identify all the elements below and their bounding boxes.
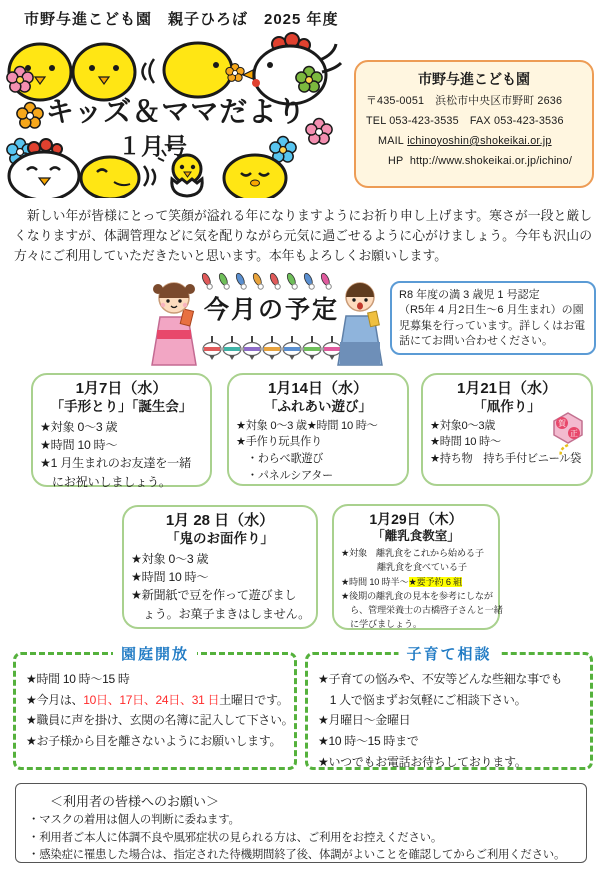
- event-title: 「離乳食教室」: [372, 528, 460, 543]
- garden-dates-suffix: 土曜日です。: [219, 692, 289, 707]
- motion-marks-icon: [143, 59, 155, 83]
- event-detail-line: ★後期の離乳食の見本を参考にしなが: [341, 590, 493, 601]
- event-detail-line: ★時間 10 時～: [131, 569, 209, 584]
- garden-open-title: 園庭開放: [113, 643, 197, 664]
- event-date: 1月 28 日（水）: [165, 512, 275, 529]
- event-detail-line: ★新聞紙で豆を作って遊びまし: [131, 588, 297, 603]
- event-detail-line: ★対象 0～3 歳: [40, 419, 118, 434]
- consultation-line: ★月曜日～金曜日: [318, 713, 411, 728]
- garden-dates-red: 10日、17日、24日、31 日: [83, 692, 220, 707]
- event-detail-line: ★対象 離乳食をこれから始める子: [341, 548, 484, 559]
- event-box-jan28: [122, 505, 318, 629]
- event-date: 1月21日（水）: [456, 380, 558, 397]
- newsletter-title: キッズ＆ママだより: [45, 96, 307, 127]
- event-date: 1月7日（水）: [75, 380, 168, 397]
- event-time: ★時間 10 時半～: [341, 576, 409, 587]
- mail-label: MAIL: [378, 134, 404, 147]
- garden-line: ★お子様から目を離さないようにお願いします。: [26, 733, 282, 748]
- event-detail-line: ★時間 10 時～: [430, 436, 501, 449]
- org-tel-fax: TEL 053-423-3535 FAX 053-423-3536: [366, 114, 564, 127]
- event-detail-line: ら、管理栄養士の古橋啓子さんと一緒: [341, 605, 503, 616]
- event-detail-line: ★対象 0～3 歳★時間 10 時～: [236, 419, 378, 432]
- hp-link[interactable]: http://www.shokeikai.or.jp/ichino/: [409, 154, 573, 167]
- kite-icon: [551, 411, 585, 457]
- org-name: 市野与進こども園: [418, 71, 530, 87]
- event-detail-line: に学びましょう。: [341, 619, 422, 630]
- notice-line: ・マスクの着用は個人の判断に委ねます。: [28, 814, 240, 826]
- greeting-paragraph: 新しい年が皆様にとって笑顔が溢れる年になりますようにお祈り申し上げます。寒さが一段と厳しくなりますが、体調管理などに気を配りながら元気に過ごせるように心がけましょう。今年も沢山の方々にご利用していただきたいと思います。本年もよろしくお願いします。: [14, 208, 592, 263]
- girl-kimono-illustration: [152, 283, 196, 365]
- motion-marks-icon: [144, 166, 155, 186]
- event-title: 「凧作り」: [473, 398, 541, 414]
- garden-dates-line: [26, 690, 289, 711]
- recruit-line1: R8 年度の満 3 歳児 1 号認定: [399, 289, 540, 301]
- shuttlecock-row-icon: [201, 272, 333, 290]
- event-title: 「手形とり」「誕生会」: [50, 398, 193, 414]
- event-detail-line: ★1 月生まれのお友達を一緒: [40, 456, 191, 471]
- event-title: 「ふれあい遊び」: [264, 398, 372, 414]
- consultation-title: 子育て相談: [398, 643, 499, 664]
- event-detail-line: ょう。お菓子まきはしません。: [131, 606, 311, 621]
- consultation-line: ★10 時～15 時まで: [318, 733, 419, 748]
- garden-open-box: [13, 646, 297, 770]
- event-box-jan14: [227, 373, 409, 486]
- event-detail-line: にお祝いしましょう。: [40, 474, 171, 489]
- event-detail-line: ★持ち物 持ち手付ビニール袋: [430, 453, 582, 466]
- sleeping-chick-icon: [224, 155, 286, 198]
- event-detail-line: ・わらべ歌遊び: [236, 453, 324, 466]
- event-box-jan7: [31, 373, 212, 487]
- notice-title: ＜利用者の皆様へのお願い＞: [50, 794, 220, 809]
- event-box-jan21: [421, 373, 593, 486]
- kite-char-top: 賀: [558, 419, 566, 428]
- consultation-line: ★いつでもお電話お待ちしております。: [318, 754, 527, 769]
- garden-line: ★時間 10 時～15 時: [26, 672, 130, 686]
- org-address: 〒435-0051 浜松市中央区市野町 2636: [366, 95, 563, 107]
- event-date: 1月14日（水）: [267, 380, 369, 397]
- hp-label: HP: [388, 154, 404, 167]
- garden-line: ★職員に声を掛け、玄関の名簿に記入して下さい。: [26, 713, 294, 728]
- consultation-line: ★子育ての悩みや、不安等どんな些細な事でも: [318, 672, 563, 686]
- user-request-notice-box: [15, 783, 587, 863]
- notice-line: ・感染症に罹患した場合は、指定された待機期間終了後、体調がよいことを確認してからご利用ください。: [28, 849, 566, 862]
- chick-icon: [81, 157, 139, 198]
- event-detail-line: ★手作り玩具作り: [236, 436, 322, 449]
- reservation-required-highlight: ★要予約 6 組: [408, 576, 463, 587]
- garden-dates-prefix: ★今月は、: [26, 692, 84, 707]
- event-detail-line: ★時間 10 時～: [40, 437, 118, 452]
- event-title: 「鬼のお面作り」: [166, 530, 274, 546]
- page-header-line: 市野与進こども園 親子ひろば 2025 年度: [24, 11, 339, 28]
- schedule-section-title: 今月の予定: [204, 296, 340, 324]
- event-detail-line: ・パネルシアター: [236, 470, 333, 483]
- event-time-line: [341, 575, 491, 589]
- kite-char-bottom: 正: [570, 429, 578, 438]
- contact-info-box: [354, 60, 594, 188]
- event-date: 1月29日（木）: [369, 511, 463, 527]
- event-detail-line: 離乳食を食べている子: [341, 562, 467, 573]
- notice-line: ・利用者ご本人に体調不良や風邪症状の見られる方は、ご利用をお控えください。: [28, 831, 443, 844]
- org-mail-line: [366, 132, 582, 152]
- newsletter-issue: １月号: [118, 133, 187, 159]
- event-box-jan29: [332, 504, 503, 630]
- org-hp-line: [366, 152, 582, 172]
- recruit-line2: （R5年 4 月2日生～6 月生まれ）の園児募集を行っています。詳しくはお電話にてお問い合わせください。: [399, 304, 586, 348]
- spinning-top-row-icon: [203, 336, 341, 360]
- recruit-notice-box: [390, 281, 596, 355]
- event-detail-line: ★対象0～3歳: [430, 419, 496, 432]
- mail-link[interactable]: ichinoyoshin@shokeikai.or.jp: [407, 134, 552, 147]
- consultation-box: [305, 646, 593, 770]
- consultation-line: 1 人で悩まずお気軽にご相談下さい。: [318, 692, 527, 707]
- event-detail-line: ★対象 0～3 歳: [131, 551, 209, 566]
